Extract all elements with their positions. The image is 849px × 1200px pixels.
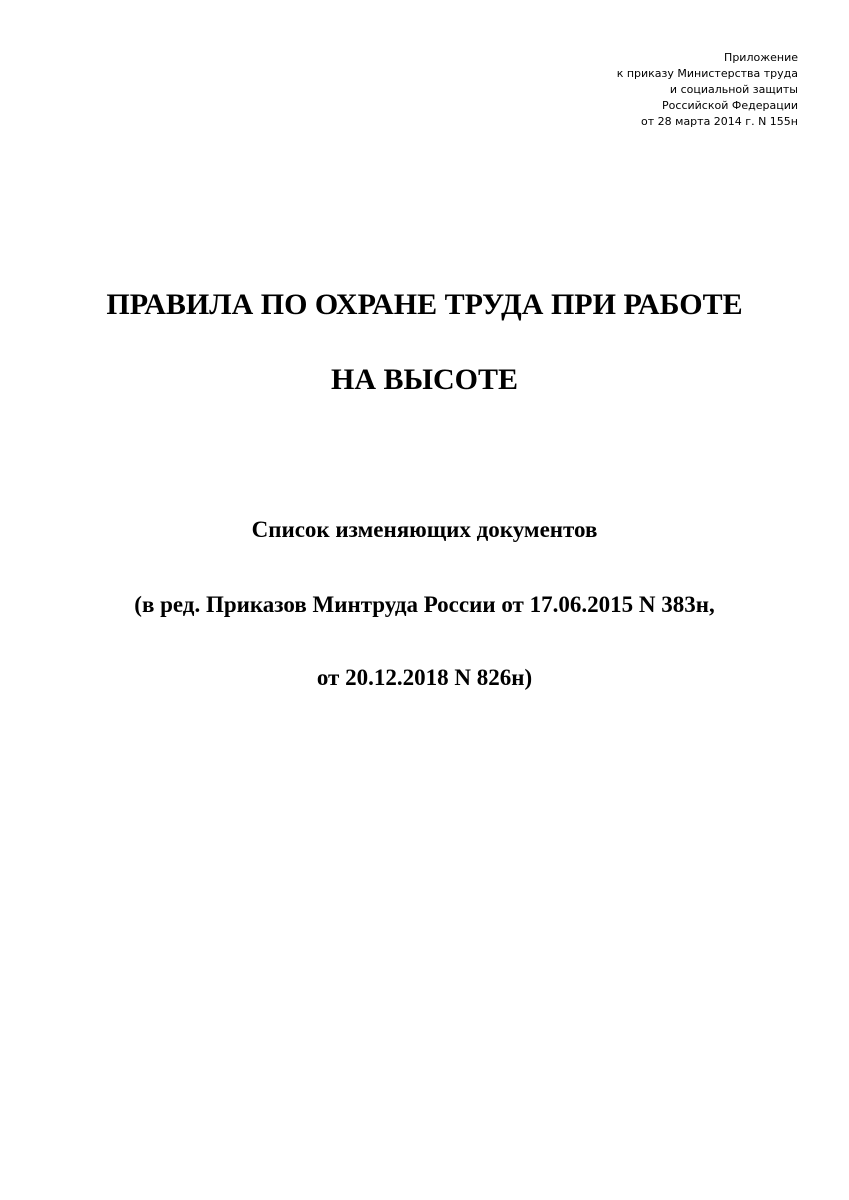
appendix-reference: [438, 50, 798, 130]
appendix-line: от 28 марта 2014 г. N 155н: [641, 115, 798, 128]
appendix-line: Приложение: [724, 51, 798, 64]
appendix-line: и социальной защиты: [669, 83, 798, 96]
amendments-heading: Список изменяющих документов: [251, 517, 598, 542]
appendix-line: Российской Федерации: [662, 99, 798, 112]
document-title-line-1: ПРАВИЛА ПО ОХРАНЕ ТРУДА ПРИ РАБОТЕ: [106, 288, 743, 321]
amendments-line-2: от 20.12.2018 N 826н): [316, 665, 533, 690]
document-title-line-2: НА ВЫСОТЕ: [331, 363, 518, 396]
appendix-line: к приказу Министерства труда: [616, 67, 798, 80]
amendments-line-1: (в ред. Приказов Минтруда России от 17.06.2015 N 383н,: [134, 592, 715, 617]
